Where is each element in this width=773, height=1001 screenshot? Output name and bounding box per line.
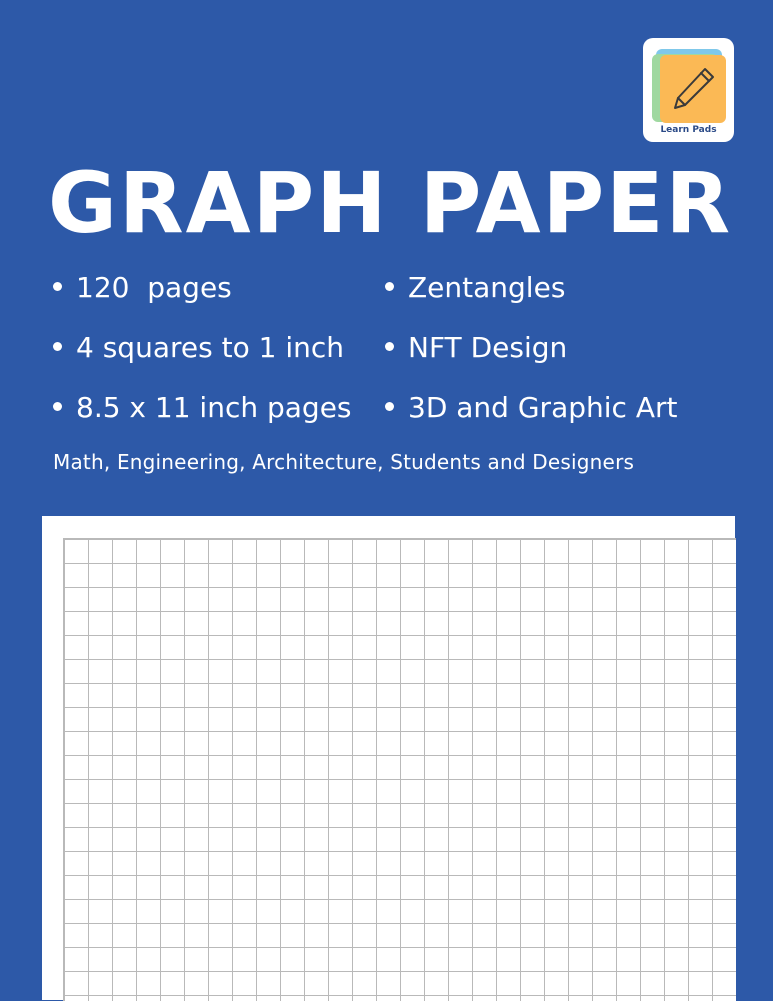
feature-text: NFT Design bbox=[408, 331, 568, 364]
feature-item bbox=[53, 258, 352, 318]
feature-list-left bbox=[53, 258, 352, 438]
bullet-dot-icon bbox=[53, 282, 62, 291]
logo-text: Learn Pads bbox=[660, 125, 717, 135]
cover-subtitle: Math, Engineering, Architecture, Students and Designers bbox=[53, 450, 635, 474]
feature-text: 4 squares to 1 inch bbox=[76, 331, 344, 364]
feature-text: 8.5 x 11 inch pages bbox=[76, 391, 352, 424]
bullet-dot-icon bbox=[53, 402, 62, 411]
bullet-dot-icon bbox=[385, 402, 394, 411]
graph-paper-sheet bbox=[42, 516, 735, 1000]
bullet-dot-icon bbox=[53, 342, 62, 351]
feature-list-right bbox=[385, 258, 677, 438]
feature-item bbox=[53, 318, 352, 378]
graph-grid bbox=[63, 538, 736, 1001]
feature-text: Zentangles bbox=[408, 271, 566, 304]
feature-text: 3D and Graphic Art bbox=[408, 391, 678, 424]
bullet-dot-icon bbox=[385, 342, 394, 351]
feature-item bbox=[385, 378, 677, 438]
feature-text: 120 pages bbox=[76, 271, 232, 304]
bullet-dot-icon bbox=[385, 282, 394, 291]
feature-item bbox=[53, 378, 352, 438]
logo-front-card bbox=[660, 55, 726, 123]
learn-pads-logo bbox=[643, 38, 734, 142]
feature-item bbox=[385, 258, 677, 318]
cover-title: GRAPH PAPER bbox=[48, 154, 733, 252]
feature-item bbox=[385, 318, 677, 378]
